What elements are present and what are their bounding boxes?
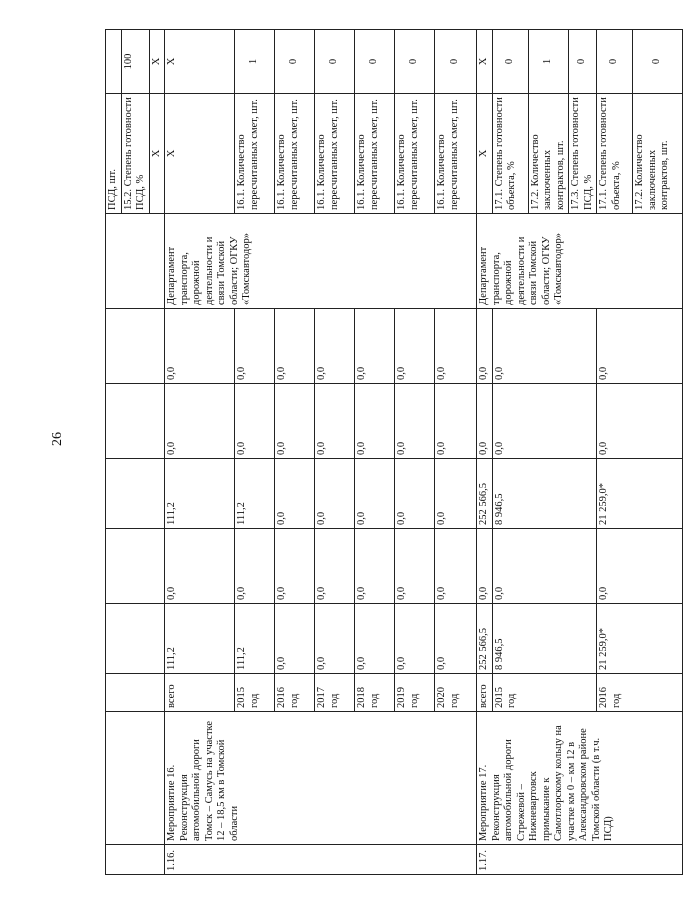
m16-year: всего bbox=[165, 674, 235, 712]
m16-value: 0 bbox=[395, 30, 435, 94]
m17-year: 2016 год bbox=[597, 674, 683, 712]
m17-c3: 8 946,5 bbox=[492, 459, 597, 529]
m16-c3: 111,2 bbox=[235, 459, 275, 529]
m17-c2: 0,0 bbox=[477, 529, 493, 604]
top-x-marker-val: X bbox=[149, 30, 165, 94]
top-x-marker: X bbox=[149, 94, 165, 214]
m16-c5: 0,0 bbox=[235, 309, 275, 384]
m16-name: Мероприятие 16. Реконструкция автомобильной дороги Томск – Самусь на участке 12 – 18,5 км в Томской области bbox=[165, 712, 477, 845]
m16-code: 1.16. bbox=[165, 845, 477, 875]
m16-c5: 0,0 bbox=[275, 309, 315, 384]
m16-c4: 0,0 bbox=[275, 384, 315, 459]
m17-c5: 0,0 bbox=[492, 309, 597, 384]
m17-indicator: 17.3. Степень готовности ПСД, % bbox=[569, 94, 597, 214]
m16-c2: 0,0 bbox=[435, 529, 477, 604]
m16-c4: 0,0 bbox=[435, 384, 477, 459]
page-number: 26 bbox=[50, 432, 65, 446]
m16-c4: 0,0 bbox=[235, 384, 275, 459]
m16-c2: 0,0 bbox=[235, 529, 275, 604]
m17-indicator: X bbox=[477, 94, 493, 214]
m17-c1: 252 566,5 bbox=[477, 604, 493, 674]
m17-indicator: 17.1. Степень готовности объекта, % bbox=[492, 94, 528, 214]
m17-executor: Департамент транспорта, дорожной деятельности и связи Томской области; ОГКУ «Томскавтодор» bbox=[477, 214, 683, 309]
m17-value: X bbox=[477, 30, 493, 94]
m17-name: Мероприятие 17. Реконструкция автомобильной дороги Стрежевой – Нижневартовск примыкание к Самотлорскому кольцу на участке км 0 – км 12 в Александровском районе Томской области (в т.ч. ПСД) bbox=[477, 712, 683, 845]
m17-c3: 21 259,0* bbox=[597, 459, 683, 529]
m17-indicator: 17.2. Количество заключенных контрактов, шт. bbox=[528, 94, 569, 214]
m16-c4: 0,0 bbox=[165, 384, 235, 459]
m16-c1: 0,0 bbox=[435, 604, 477, 674]
m17-c2: 0,0 bbox=[492, 529, 597, 604]
m16-executor: Департамент транспорта, дорожной деятельности и связи Томской области; ОГКУ «Томскавтодор» bbox=[165, 214, 477, 309]
m16-value: 0 bbox=[355, 30, 395, 94]
m17-c3: 252 566,5 bbox=[477, 459, 493, 529]
m16-indicator: X bbox=[165, 94, 235, 214]
m16-c1: 0,0 bbox=[275, 604, 315, 674]
m16-year: 2015 год bbox=[235, 674, 275, 712]
top-blank-c3 bbox=[106, 459, 165, 529]
rotated-table-wrapper bbox=[105, 30, 670, 875]
top-psd-header: ПСД, шт. bbox=[106, 94, 122, 214]
m17-c1: 21 259,0* bbox=[597, 604, 683, 674]
m16-c3: 0,0 bbox=[395, 459, 435, 529]
m17-c5: 0,0 bbox=[597, 309, 683, 384]
m17-row-total bbox=[477, 30, 493, 875]
m16-row-total bbox=[165, 30, 235, 875]
m17-value: 0 bbox=[569, 30, 597, 94]
m16-year: 2017 год bbox=[315, 674, 355, 712]
m16-c3: 0,0 bbox=[435, 459, 477, 529]
m16-c5: 0,0 bbox=[315, 309, 355, 384]
m17-c4: 0,0 bbox=[492, 384, 597, 459]
m16-c5: 0,0 bbox=[435, 309, 477, 384]
m17-c2: 0,0 bbox=[597, 529, 683, 604]
top-blank-executor bbox=[106, 214, 165, 309]
m17-indicator: 17.1. Степень готовности объекта, % bbox=[597, 94, 633, 214]
m16-value: 0 bbox=[275, 30, 315, 94]
m16-c1: 0,0 bbox=[355, 604, 395, 674]
m16-c4: 0,0 bbox=[315, 384, 355, 459]
m17-c4: 0,0 bbox=[597, 384, 683, 459]
m17-code: 1.17. bbox=[477, 845, 683, 875]
m16-c2: 0,0 bbox=[315, 529, 355, 604]
top-blank-c2 bbox=[106, 529, 165, 604]
m16-year: 2018 год bbox=[355, 674, 395, 712]
m16-year: 2016 год bbox=[275, 674, 315, 712]
m16-year: 2020 год bbox=[435, 674, 477, 712]
top-blank-c4 bbox=[106, 384, 165, 459]
m16-c2: 0,0 bbox=[395, 529, 435, 604]
m16-c5: 0,0 bbox=[395, 309, 435, 384]
m17-value: 0 bbox=[633, 30, 683, 94]
top-blank-c1 bbox=[106, 604, 165, 674]
m16-value: 0 bbox=[315, 30, 355, 94]
m16-c2: 0,0 bbox=[355, 529, 395, 604]
m16-c3: 0,0 bbox=[275, 459, 315, 529]
top-value: 100 bbox=[121, 30, 149, 94]
m16-value: 1 bbox=[235, 30, 275, 94]
m17-year: всего bbox=[477, 674, 493, 712]
m16-c1: 111,2 bbox=[235, 604, 275, 674]
m16-indicator: 16.1. Количество пересчитанных смет, шт. bbox=[355, 94, 395, 214]
top-blank-val bbox=[106, 30, 122, 94]
m17-c1: 8 946,5 bbox=[492, 604, 597, 674]
m16-c5: 0,0 bbox=[355, 309, 395, 384]
indicator-15-2: 15.2. Степень готовности ПСД, % bbox=[121, 94, 149, 214]
m16-c2: 0,0 bbox=[275, 529, 315, 604]
top-blank-code bbox=[106, 845, 165, 875]
m16-c3: 111,2 bbox=[165, 459, 235, 529]
m16-indicator: 16.1. Количество пересчитанных смет, шт. bbox=[315, 94, 355, 214]
m17-c4: 0,0 bbox=[477, 384, 493, 459]
m17-value: 1 bbox=[528, 30, 569, 94]
m17-c5: 0,0 bbox=[477, 309, 493, 384]
top-row-1 bbox=[106, 30, 122, 875]
m17-value: 0 bbox=[492, 30, 528, 94]
top-blank-year bbox=[106, 674, 165, 712]
top-blank-name bbox=[106, 712, 165, 845]
m16-c5: 0,0 bbox=[165, 309, 235, 384]
m16-c3: 0,0 bbox=[355, 459, 395, 529]
top-blank-c5 bbox=[106, 309, 165, 384]
m16-c4: 0,0 bbox=[395, 384, 435, 459]
m16-indicator: 16.1. Количество пересчитанных смет, шт. bbox=[275, 94, 315, 214]
m16-year: 2019 год bbox=[395, 674, 435, 712]
m16-indicator: 16.1. Количество пересчитанных смет, шт. bbox=[395, 94, 435, 214]
m16-c1: 0,0 bbox=[315, 604, 355, 674]
m17-year: 2015 год bbox=[492, 674, 597, 712]
m16-c3: 0,0 bbox=[315, 459, 355, 529]
m16-indicator: 16.1. Количество пересчитанных смет, шт. bbox=[435, 94, 477, 214]
program-table bbox=[105, 29, 683, 875]
m16-c1: 111,2 bbox=[165, 604, 235, 674]
m16-c4: 0,0 bbox=[355, 384, 395, 459]
m17-indicator: 17.2. Количество заключенных контрактов, шт. bbox=[633, 94, 683, 214]
m16-value: X bbox=[165, 30, 235, 94]
m16-value: 0 bbox=[435, 30, 477, 94]
m17-value: 0 bbox=[597, 30, 633, 94]
m16-indicator: 16.1. Количество пересчитанных смет, шт. bbox=[235, 94, 275, 214]
m16-c1: 0,0 bbox=[395, 604, 435, 674]
m16-c2: 0,0 bbox=[165, 529, 235, 604]
